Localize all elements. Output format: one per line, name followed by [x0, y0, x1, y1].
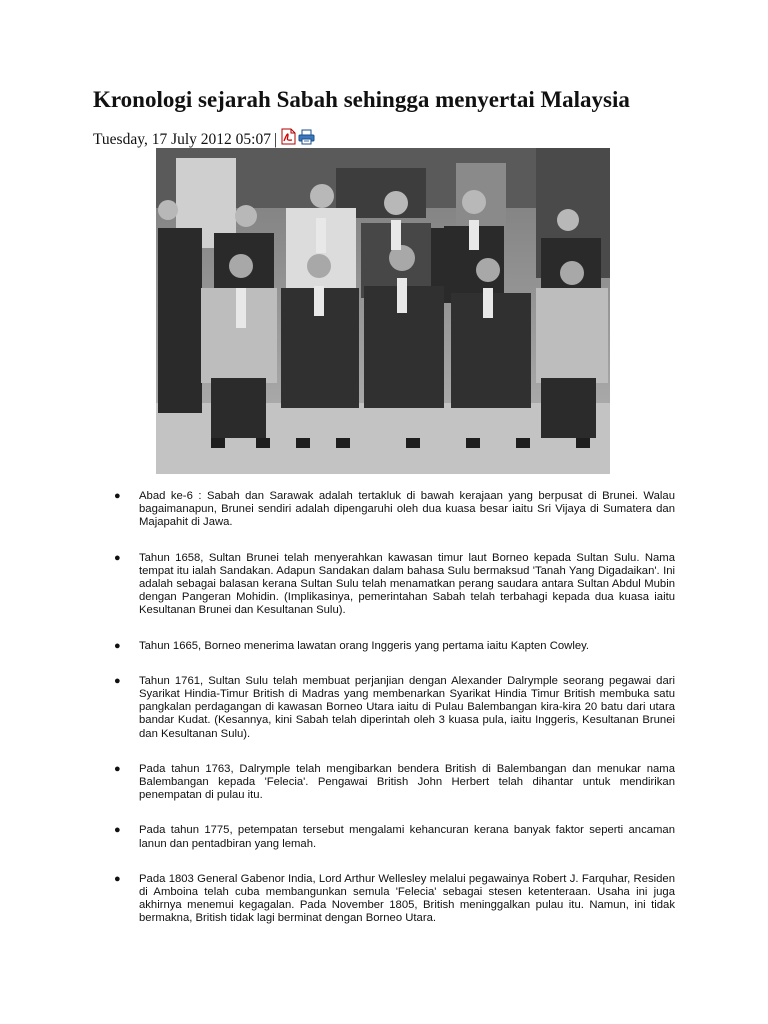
bullet-icon: ●: [114, 639, 121, 652]
bullet-icon: ●: [114, 490, 121, 502]
list-item-text: Pada 1803 General Gabenor India, Lord Arthur Wellesley melalui pegawainya Robert J. Farquhar, Residen di Amboina telah cuba membangunkan semula 'Felecia' sebagai stesen ketenteraan. Usaha ini juga akhirnya menemui kegagalan. Pada November 1805, British meninggalkan pulau itu. Namun, ini tidak bermakna, British tidak lagi berminat dengan Borneo Utara.: [139, 872, 675, 925]
list-item: [0, 490, 768, 530]
list-item: [0, 552, 768, 618]
list-item-text: Abad ke-6 : Sabah dan Sarawak adalah tertakluk di bawah kerajaan yang berpusat di Brunei. Walau bagaimanapun, Brunei sendiri adalah dipengaruhi oleh dua kuasa besar iaitu Sri Vijaya di Sumatera dan Majapahit di Jawa.: [139, 490, 675, 529]
list-item: [0, 675, 768, 741]
list-item: [0, 763, 768, 803]
bullet-icon: ●: [114, 762, 121, 775]
list-item-text: Tahun 1665, Borneo menerima lawatan orang Inggeris yang pertama iaitu Kapten Cowley.: [139, 639, 590, 652]
group-photo: [156, 148, 610, 474]
list-item: [0, 824, 768, 850]
list-item-text: Tahun 1658, Sultan Brunei telah menyerahkan kawasan timur laut Borneo kepada Sultan Sulu. Nama tempat itu ialah Sandakan. Adapun Sandakan dalam bahasa Sulu bermaksud 'Tanah Yang Digadaikan'. Ini adalah sebagai balasan kerana Sultan Sulu telah menamatkan perang saudara antara Sultan Abdul Mubin dengan Pangeran Mohidin. (Implikasinya, pemerintahan Sabah telah terbahagi kepada dua kuasa iaitu Kesultanan Brunei dan Kesultanan Sulu).: [139, 551, 675, 617]
article-title: Kronologi sejarah Sabah sehingga menyertai Malaysia: [93, 87, 630, 112]
bullet-icon: ●: [114, 872, 121, 885]
bullet-icon: ●: [114, 824, 121, 837]
list-item: [0, 640, 768, 653]
timeline-list: [0, 490, 768, 948]
list-item-text: Pada tahun 1763, Dalrymple telah mengibarkan bendera British di Balembangan dan menukar nama Balembangan kepada 'Felecia'. Pengawai British John Herbert telah dihantar untuk mendirikan penempatan di pulau itu.: [139, 762, 675, 802]
list-item-text: Tahun 1761, Sultan Sulu telah membuat perjanjian dengan Alexander Dalrymple seorang pegawai dari Syarikat Hindia-Timur British di Madras yang membenarkan Syarikat Hindia Timur British membuka satu pangkalan perdagangan di kawasan Borneo Utara iaitu di Pulau Balembangan kira-kira 20 batu dari utara bandar Kudat. (Kesannya, kini Sabah telah diperintah oleh 3 kuasa pula, iaitu Inggeris, Kesultanan Brunei dan Kesultanan Sulu).: [139, 674, 675, 740]
meta-separator: |: [273, 130, 278, 148]
article-date: Tuesday, 17 July 2012 05:07: [93, 130, 271, 148]
bullet-icon: ●: [114, 674, 121, 687]
bullet-icon: ●: [114, 551, 121, 564]
list-item: [0, 873, 768, 926]
list-item-text: Pada tahun 1775, petempatan tersebut mengalami kehancuran kerana banyak faktor seperti ancaman lanun dan pentadbiran yang lemah.: [139, 824, 675, 850]
